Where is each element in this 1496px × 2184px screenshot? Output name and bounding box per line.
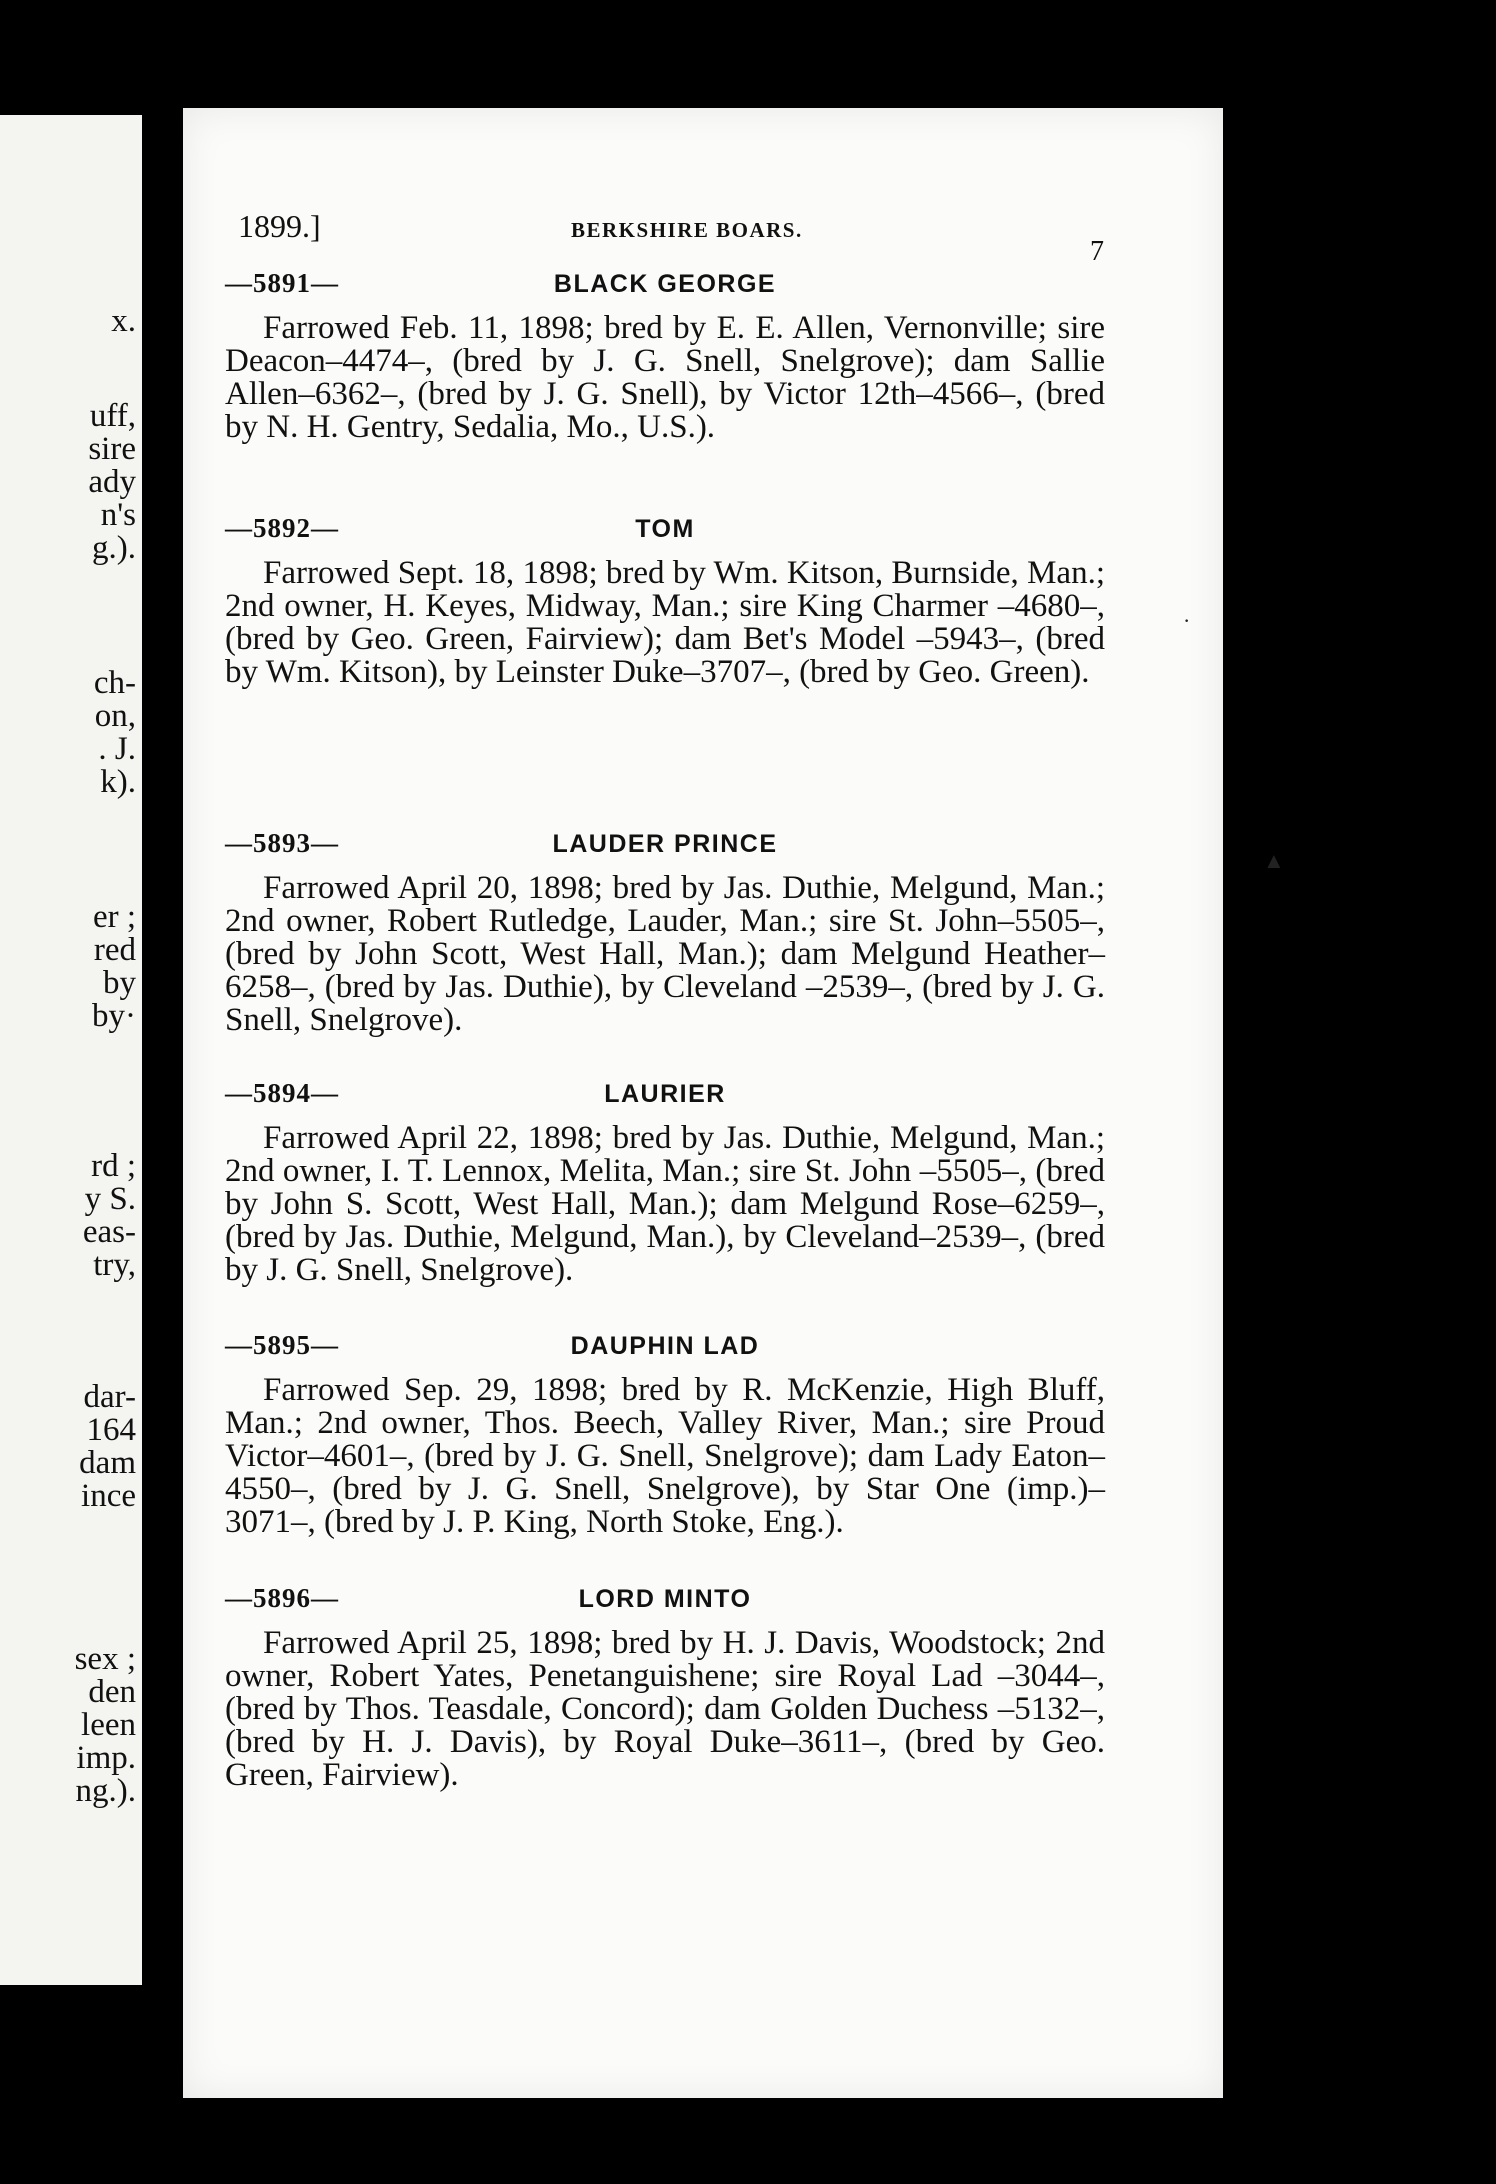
entry-name: LORD MINTO	[578, 1585, 752, 1613]
left-fragment-line: 164	[86, 1412, 136, 1448]
running-head-title: BERKSHIRE BOARS.	[571, 218, 803, 242]
left-fragment-line: by	[103, 965, 136, 1001]
left-fragment-line: try,	[93, 1247, 136, 1283]
entry-text: Farrowed April 20, 1898; bred by Jas. Duthie, Melgund, Man.; 2nd owner, Robert Rutledge, Lauder, Man.; sire St. John–5505–, (bred by John Scott, West Hall, Man.); dam Melgund Heather–6258–, (bred by Jas. Duthie), by Cleveland –2539–, (bred by J. G. Snell, Snelgrove).	[225, 870, 1105, 1038]
entry-text: Farrowed Sep. 29, 1898; bred by R. McKenzie, High Bluff, Man.; 2nd owner, Thos. Beech, Valley River, Man.; sire Proud Victor–4601–, (bred by J. G. Snell, Snelgrove); dam Lady Eaton–4550–, (bred by J. G. Snell, Snelgrove), by Star One (imp.)–3071–, (bred by J. P. King, North Stoke, Eng.).	[225, 1372, 1105, 1540]
left-fragment-line: x.	[111, 303, 136, 339]
left-fragment-line: . J.	[98, 731, 136, 767]
entry-number: —5891—	[225, 268, 339, 298]
left-fragment-line: dar-	[83, 1379, 136, 1415]
page-number: 7	[1090, 236, 1104, 267]
entry-number: —5892—	[225, 513, 339, 543]
entry-number: —5896—	[225, 1583, 339, 1613]
left-fragment-line: leen	[81, 1707, 136, 1743]
left-fragment-line: uff,	[89, 398, 136, 434]
left-fragment-line: y S.	[84, 1181, 136, 1217]
left-fragment-line: k).	[100, 764, 136, 800]
entry-text: Farrowed Feb. 11, 1898; bred by E. E. Allen, Vernonville; sire Deacon–4474–, (bred by J. G. Snell, Snelgrove); dam Sallie Allen–6362–, (bred by J. G. Snell), by Victor 12th–4566–, (bred by N. H. Gentry, Sedalia, Mo., U.S.).	[225, 310, 1105, 445]
ink-speck: ·	[1183, 608, 1191, 633]
page-year: 1899.]	[238, 208, 321, 244]
left-fragment-line: sire	[88, 431, 136, 467]
left-page-fragment	[0, 115, 142, 1985]
left-fragment-line: dam	[79, 1445, 136, 1481]
left-fragment-line: n's	[100, 497, 136, 533]
book-page	[183, 108, 1285, 2098]
entry-number: —5894—	[225, 1078, 339, 1108]
entry-name: LAURIER	[604, 1080, 726, 1108]
entry-name: LAUDER PRINCE	[552, 830, 778, 858]
left-fragment-line: g.).	[92, 530, 136, 566]
entry-name: TOM	[635, 515, 695, 543]
left-fragment-line: den	[88, 1674, 136, 1710]
entry-text: Farrowed April 25, 1898; bred by H. J. Davis, Woodstock; 2nd owner, Robert Yates, Penetanguishene; sire Royal Lad –3044–,(bred by Thos. Teasdale, Concord); dam Golden Duchess –5132–, (bred by H. J. Davis), by Royal Duke–3611–, (bred by Geo. Green, Fairview).	[225, 1625, 1105, 1793]
left-fragment-line: ch-	[93, 665, 136, 701]
left-fragment-line: rd ;	[91, 1148, 136, 1184]
entry-number: —5893—	[225, 828, 339, 858]
left-fragment-line: sex ;	[74, 1641, 136, 1677]
entry-number: —5895—	[225, 1330, 339, 1360]
left-fragment-line: ng.).	[75, 1773, 136, 1809]
left-fragment-line: er ;	[92, 899, 136, 935]
entry-text: Farrowed Sept. 18, 1898; bred by Wm. Kitson, Burnside, Man.; 2nd owner, H. Keyes, Midway, Man.; sire King Charmer –4680–, (bred by Geo. Green, Fairview); dam Bet's Model –5943–, (bred by Wm. Kitson), by Leinster Duke–3707–, (bred by Geo. Green).	[225, 555, 1105, 690]
left-fragment-line: ady	[88, 464, 136, 500]
left-fragment-line: eas-	[82, 1214, 136, 1250]
left-fragment-line: ince	[81, 1478, 136, 1514]
left-fragment-line: imp.	[76, 1740, 136, 1776]
ink-speck: ▲	[1263, 848, 1285, 873]
left-fragment-line: by·	[92, 998, 136, 1034]
left-fragment-line: on,	[94, 698, 136, 734]
entry-text: Farrowed April 22, 1898; bred by Jas. Duthie, Melgund, Man.; 2nd owner, I. T. Lennox, Melita, Man.; sire St. John –5505–, (bred by John S. Scott, West Hall, Man.); dam Melgund Rose–6259–, (bred by Jas. Duthie, Melgund, Man.), by Cleveland–2539–, (bred by J. G. Snell, Snelgrove).	[225, 1120, 1105, 1288]
entry-name: DAUPHIN LAD	[570, 1332, 760, 1360]
entry-name: BLACK GEORGE	[553, 270, 777, 298]
left-fragment-line: red	[93, 932, 136, 968]
